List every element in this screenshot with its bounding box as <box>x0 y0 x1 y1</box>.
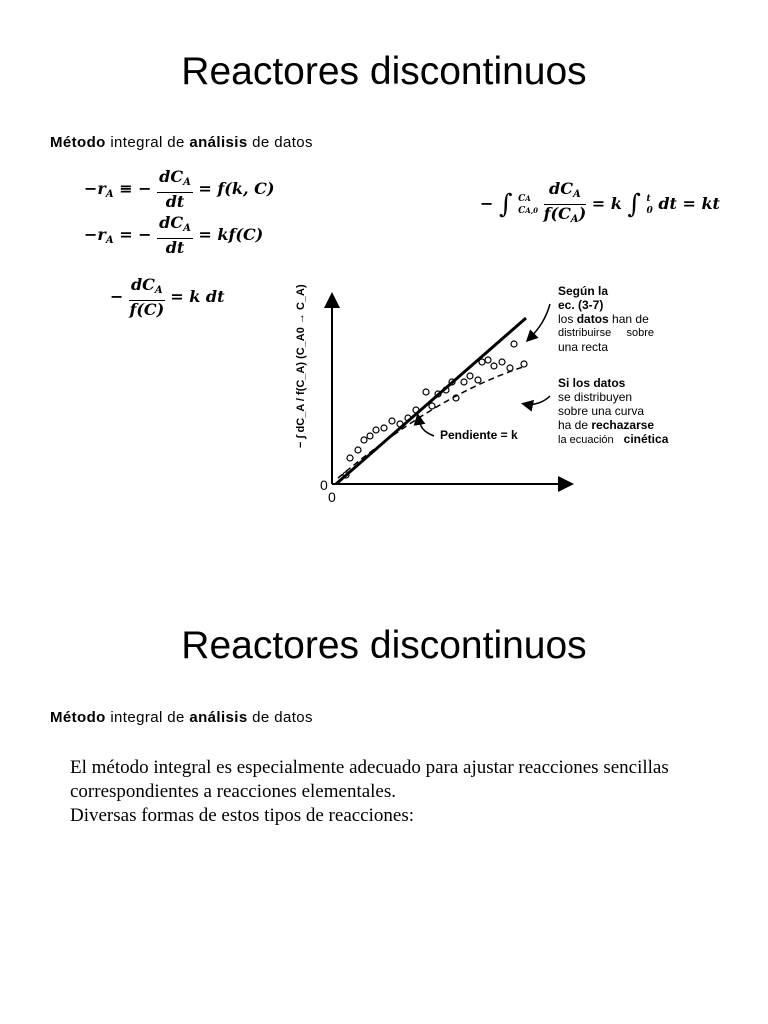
data-point <box>367 433 373 439</box>
slope-label: Pendiente = k <box>440 428 518 442</box>
bottom-annotation-arrow <box>524 396 550 405</box>
data-point <box>381 425 387 431</box>
integral-limits: t 0 <box>646 193 653 216</box>
data-point <box>423 389 429 395</box>
fraction: $\frac{dC_A}{dt}$ <box>159 213 191 257</box>
fit-line <box>336 318 526 484</box>
data-point <box>461 379 467 385</box>
origin-y-label: 0 <box>320 477 328 493</box>
paragraph: El método integral es especialmente adecuado para ajustar reacciones sencillas correspondientes a reacciones elementales. <box>70 757 669 802</box>
data-point <box>413 407 419 413</box>
separated-variables-equation: − $\frac{dC_A}{f(C)}$ = k dt <box>110 275 225 319</box>
data-point <box>389 418 395 424</box>
method-subtitle <box>50 134 313 151</box>
integral-limits: CA CA,0 <box>518 193 539 216</box>
subtitle-word: Método <box>50 134 106 151</box>
data-point <box>347 455 353 461</box>
integrated-equation: − ∫ CA CA,0 $\frac{dC_A}{f(C_A)}$ = k ∫ t 0 dt = kt <box>480 180 720 229</box>
subtitle-word: integral de <box>110 134 185 151</box>
subtitle-word: análisis <box>189 709 248 726</box>
data-point <box>507 365 513 371</box>
slide-title: Reactores discontinuos <box>181 50 587 93</box>
data-point <box>491 363 497 369</box>
subtitle-word: de datos <box>252 709 313 726</box>
slide-title: Reactores discontinuos <box>181 624 587 667</box>
origin-x-label: 0 <box>328 489 336 505</box>
subtitle-word: análisis <box>189 134 248 151</box>
rate-definition-equation: $-r_A$ ≡ − $\frac{dC_A}{dt}$ = f(k, C) <box>84 167 275 211</box>
slope-arrow <box>418 416 434 436</box>
data-point <box>511 341 517 347</box>
top-annotation-arrow <box>528 304 550 340</box>
integral-sign: ∫ <box>627 189 641 220</box>
subtitle-word: integral de <box>110 709 185 726</box>
curved-trend <box>338 366 526 478</box>
rate-separable-equation: $-r_A$ = − $\frac{dC_A}{dt}$ = kf(C) <box>84 213 264 257</box>
fraction: $\frac{dC_A}{f(C_A)}$ <box>543 179 587 225</box>
paragraph: Diversas formas de estos tipos de reacciones: <box>70 805 415 826</box>
integral-sign: ∫ <box>498 189 513 220</box>
data-point <box>485 357 491 363</box>
data-point <box>429 403 435 409</box>
data-point <box>361 437 367 443</box>
body-text <box>70 756 750 828</box>
bottom-annotation: Si los datos se distribuyen sobre una curva ha de rechazarse la ecuación cinética <box>558 376 669 446</box>
y-axis-label: − ∫ dC_A / f(C_A) (C_A0 → C_A) <box>295 284 307 448</box>
method-subtitle <box>50 709 313 726</box>
top-annotation: Según la ec. (3-7) los datos han de distribuirse sobre una recta <box>558 284 654 354</box>
fraction: $\frac{dC_A}{f(C)}$ <box>129 275 165 319</box>
data-point <box>499 359 505 365</box>
data-points <box>343 341 527 478</box>
data-point <box>467 373 473 379</box>
fraction: $\frac{dC_A}{dt}$ <box>159 167 191 211</box>
subtitle-word: Método <box>50 709 106 726</box>
data-point <box>373 427 379 433</box>
subtitle-word: de datos <box>252 134 313 151</box>
data-point <box>521 361 527 367</box>
data-point <box>479 359 485 365</box>
data-point <box>475 377 481 383</box>
integral-method-plot <box>288 278 708 518</box>
data-point <box>355 447 361 453</box>
